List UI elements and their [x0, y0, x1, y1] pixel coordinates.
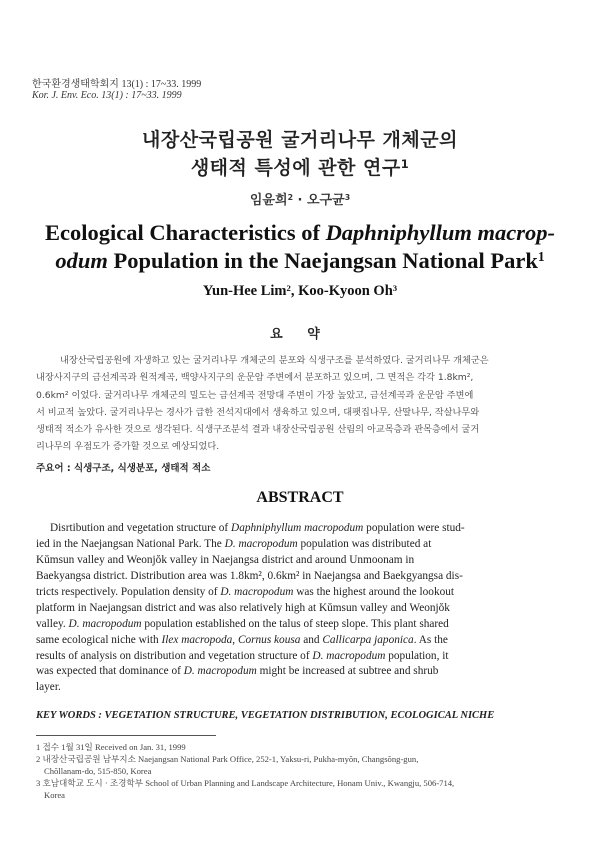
- korean-title-line2-text: 생태적 특성에 관한 연구: [190, 157, 401, 179]
- english-abstract-line: platform in Naejangsan district and was also relatively high at Kŭmsun valley and Weonjŏk: [36, 601, 450, 614]
- korean-keywords-label: 주요어 :: [36, 463, 74, 474]
- english-title-line1: [40, 219, 560, 247]
- korean-author-separator: ·: [293, 193, 307, 208]
- footnote-1: [36, 741, 576, 753]
- korean-abstract-line: 리나무의 우점도가 증가할 것으로 예상되었다.: [36, 441, 220, 453]
- english-author1-sup: 2: [286, 282, 291, 293]
- korean-author1: 임윤희: [249, 193, 288, 208]
- english-author1: Yun-Hee Lim: [202, 283, 287, 299]
- korean-abstract-heading: 요 약: [270, 327, 330, 342]
- footnote-divider: [36, 735, 216, 736]
- korean-abstract-body: [36, 352, 568, 456]
- english-title-line2-italic: odum: [55, 248, 108, 273]
- english-abstract-line: layer.: [36, 681, 61, 694]
- english-abstract-line: results of analysis on distribution and vegetation structure of D. macropodum population, it: [36, 649, 449, 662]
- english-abstract-body: [36, 521, 568, 696]
- english-title-line2: [40, 247, 560, 275]
- english-abstract-line: Kŭmsun valley and Weonjŏk valley in Naejangsa district and around Unmoonam in: [36, 553, 415, 566]
- korean-abstract-line: 0.6km² 이었다. 굴거리나무 개체군의 밀도는 금선계곡 전망대 주변이 가장 높았고, 금선계곡과 운문암 주변에: [36, 389, 474, 401]
- english-title-line1-italic: Daphniphyllum macrop-: [325, 220, 555, 245]
- korean-abstract-line: 생태적 적소가 유사한 것으로 생각된다. 식생구조분석 결과 내장산국립공원 산림의 아교목층과 관목층에서 굴거: [36, 424, 480, 436]
- english-keywords: KEY WORDS : VEGETATION STRUCTURE, VEGETATION DISTRIBUTION, ECOLOGICAL NICHE: [36, 710, 495, 721]
- english-abstract-line: Disrtibution and vegetation structure of Daphniphyllum macropodum population were stud-: [50, 522, 465, 534]
- footnote-2-line: Chŏllanam-do, 515-850, Korea: [44, 766, 152, 777]
- footnote-2: [36, 753, 576, 777]
- footnote-3: [36, 777, 576, 801]
- korean-keywords-text: 식생구조, 식생분포, 생태적 적소: [73, 463, 211, 474]
- english-abstract-line: ied in the Naejangsan National Park. The D. macropodum population was distributed at: [36, 537, 432, 550]
- english-title-marker: 1: [537, 249, 545, 265]
- english-authors: [0, 283, 600, 300]
- english-author2: Koo-Kyoon Oh: [298, 283, 393, 299]
- english-author-separator: ,: [290, 283, 299, 299]
- korean-title-marker: 1: [400, 157, 410, 172]
- english-abstract-line: valley. D. macropodum population established on the talus of steep slope. This plant shared: [36, 617, 449, 630]
- english-abstract-heading: ABSTRACT: [256, 489, 344, 506]
- english-abstract-line: tricts respectively. Population density of D. macropodum was the highest around the lookout: [36, 585, 455, 598]
- korean-author2-sup: 3: [344, 193, 351, 203]
- english-title-line1-roman: Ecological Characteristics of: [45, 220, 326, 245]
- korean-abstract-line: 서 비교적 높았다. 굴거리나무는 경사가 급한 전석지대에서 생육하고 있으며, 대팻집나무, 산딸나무, 작살나무와: [36, 406, 480, 418]
- korean-title-line1-text: 내장산국립공원 굴거리나무 개체군의: [142, 129, 458, 151]
- english-abstract-line: was expected that dominance of D. macropodum might be increased at subtree and shrub: [36, 665, 439, 678]
- korean-abstract-line: 내장산국립공원에 자생하고 있는 굴거리나무 개체군의 분포와 식생구조를 분석하였다. 굴거리나무 개체군은: [60, 355, 489, 366]
- korean-authors: [0, 189, 600, 208]
- korean-abstract-line: 내장사지구의 금선계곡과 원적계곡, 백양사지구의 운문암 주변에서 분포하고 있으며, 그 면적은 각각 1.8km²,: [36, 372, 474, 384]
- english-author2-sup: 3: [392, 282, 398, 293]
- english-abstract-line: Baekyangsa district. Distribution area was 1.8km², 0.6km² in Naejangsa and Baekgyangsa dis-: [36, 569, 463, 582]
- english-title-line2-roman: Population in the Naejangsan National Park: [107, 248, 538, 273]
- english-abstract-line: same ecological niche with Ilex macropoda, Cornus kousa and Callicarpa japonica. As the: [36, 633, 448, 646]
- korean-title-line1: [0, 125, 600, 152]
- korean-author2: 오구균: [307, 193, 345, 208]
- footnote-3-line: Korea: [44, 790, 65, 801]
- footnote-2-line: 2 내장산국립공원 남부지소 Naejangsan National Park Office, 252-1, Yaksu-ri, Pukha-myŏn, Changsŏng-gun,: [36, 754, 419, 764]
- korean-title-line2: [0, 153, 600, 180]
- footnote-3-line: 3 호남대학교 도시 · 조경학부 School of Urban Planning and Landscape Architecture, Honam Univ., Kwangju, 506-714,: [36, 778, 455, 788]
- journal-citation-english: Kor. J. Env. Eco. 13(1) : 17~33. 1999: [32, 90, 182, 101]
- footnote-1-line: 1 접수 1월 31일 Received on Jan. 31, 1999: [36, 742, 186, 752]
- journal-citation-korean: 한국환경생태학회지 13(1) : 17~33. 1999: [32, 79, 202, 90]
- korean-author1-sup: 2: [287, 193, 293, 203]
- korean-keywords: [36, 460, 210, 474]
